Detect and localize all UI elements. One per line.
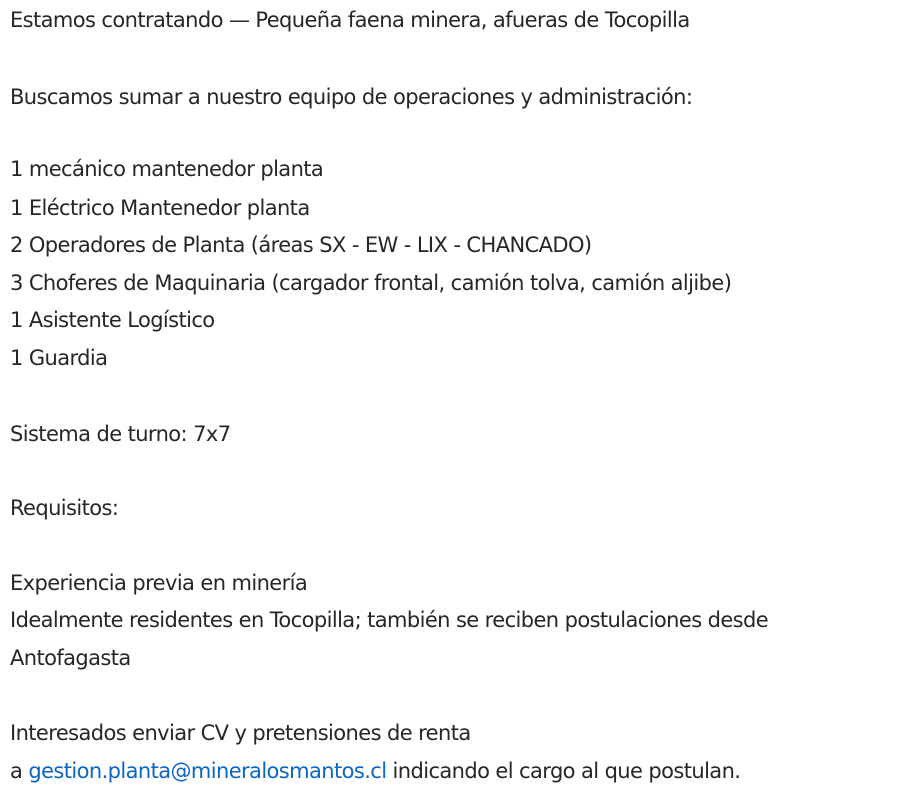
requirement-item: Antofagasta [10,646,131,670]
apply-prefix: a [10,759,29,783]
requirement-item: Experiencia previa en minería [10,571,308,595]
position-item: 1 Asistente Logístico [10,308,215,332]
position-item: 3 Choferes de Maquinaria (cargador frontal, camión tolva, camión aljibe) [10,271,732,295]
requirements-title: Requisitos: [10,496,119,520]
shift-system: Sistema de turno: 7x7 [10,422,231,446]
post-intro: Buscamos sumar a nuestro equipo de operaciones y administración: [10,85,693,109]
apply-line [10,758,740,784]
apply-suffix: indicando el cargo al que postulan. [386,759,741,783]
position-item: 1 mecánico mantenedor planta [10,157,324,181]
position-item: 2 Operadores de Planta (áreas SX - EW - LIX - CHANCADO) [10,233,592,257]
apply-instructions: Interesados enviar CV y pretensiones de renta [10,721,471,745]
position-item: 1 Guardia [10,346,108,370]
post-headline: Estamos contratando — Pequeña faena minera, afueras de Tocopilla [10,8,690,32]
email-link[interactable]: gestion.planta@mineralosmantos.cl [28,759,387,783]
position-item: 1 Eléctrico Mantenedor planta [10,196,310,220]
requirement-item: Idealmente residentes en Tocopilla; también se reciben postulaciones desde [10,608,769,632]
